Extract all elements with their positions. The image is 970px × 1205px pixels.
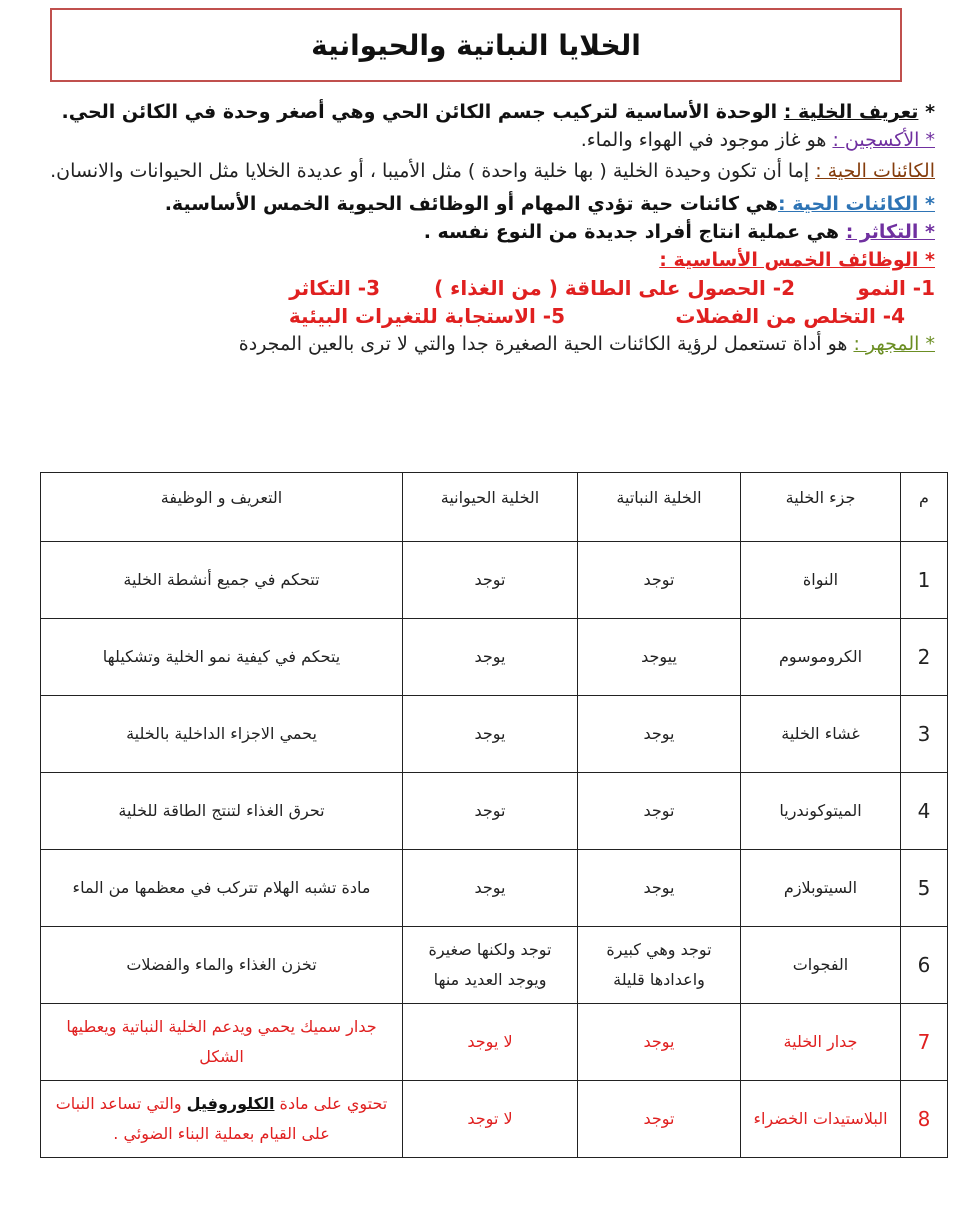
functions-row-1 bbox=[30, 276, 935, 300]
row-animal: توجد bbox=[403, 773, 578, 850]
row-plant: توجد bbox=[578, 542, 741, 619]
row-part: الكروموسوم bbox=[741, 619, 901, 696]
title-box bbox=[50, 8, 902, 82]
function-energy: 2- الحصول على الطاقة ( من الغذاء ) bbox=[434, 276, 795, 300]
table-row bbox=[41, 542, 948, 619]
row-animal: توجد bbox=[403, 542, 578, 619]
row-definition: تحرق الغذاء لتنتج الطاقة للخلية bbox=[41, 773, 403, 850]
row-animal: لا توجد bbox=[403, 1081, 578, 1158]
row-plant: ييوجد bbox=[578, 619, 741, 696]
def-cell-text: الوحدة الأساسية لتركيب جسم الكائن الحي وهي أصغر وحدة في الكائن الحي. bbox=[61, 101, 784, 123]
definition-part-1: تحتوي على مادة bbox=[274, 1094, 388, 1113]
row-animal: يوجد bbox=[403, 619, 578, 696]
def-reproduction-term: * التكاثر : bbox=[845, 221, 935, 243]
function-excretion: 4- التخلص من الفضلات bbox=[675, 304, 905, 328]
row-definition bbox=[41, 1081, 403, 1158]
def-reproduction bbox=[30, 220, 935, 244]
row-num: 8 bbox=[901, 1081, 948, 1158]
row-definition: تخزن الغذاء والماء والفضلات bbox=[41, 927, 403, 1004]
cell-comparison-table bbox=[40, 472, 948, 1158]
def-cell bbox=[30, 100, 935, 124]
table-header-row bbox=[41, 473, 948, 542]
def-microscope-text: هو أداة تستعمل لرؤية الكائنات الحية الصغيرة جدا والتي لا ترى بالعين المجردة bbox=[238, 333, 854, 355]
def-living-text: إما أن تكون وحيدة الخلية ( بها خلية واحدة ) مثل الأميبا ، أو عديدة الخلايا مثل الحيوانات والانسان. bbox=[50, 160, 816, 182]
table-row bbox=[41, 696, 948, 773]
header-num: م bbox=[901, 473, 948, 542]
row-definition: يحمي الاجزاء الداخلية بالخلية bbox=[41, 696, 403, 773]
table-row bbox=[41, 1004, 948, 1081]
def-oxygen bbox=[30, 128, 935, 152]
table-row bbox=[41, 850, 948, 927]
row-definition: مادة تشبه الهلام تتركب في معظمها من الماء bbox=[41, 850, 403, 927]
def-living-term: الكائنات الحية : bbox=[815, 160, 935, 182]
row-definition: يتحكم في كيفية نمو الخلية وتشكيلها bbox=[41, 619, 403, 696]
def-oxygen-text: هو غاز موجود في الهواء والماء. bbox=[580, 129, 833, 151]
row-plant: توجد وهي كبيرة واعدادها قليلة bbox=[578, 927, 741, 1004]
function-growth: 1- النمو bbox=[857, 276, 935, 300]
page-title: الخلايا النباتية والحيوانية bbox=[311, 28, 641, 62]
def-microscope-term: * المجهر : bbox=[853, 333, 935, 355]
row-part: البلاستيدات الخضراء bbox=[741, 1081, 901, 1158]
definition-part-2: والتي تساعد النبات على القيام بعملية البناء الضوئي . bbox=[55, 1094, 330, 1143]
row-num: 1 bbox=[901, 542, 948, 619]
row-part: النواة bbox=[741, 542, 901, 619]
table-row bbox=[41, 619, 948, 696]
def-living2-text: هي كائنات حية تؤدي المهام أو الوظائف الحيوية الخمس الأساسية. bbox=[164, 193, 779, 215]
row-definition: جدار سميك يحمي ويدعم الخلية النباتية ويعطيها الشكل bbox=[41, 1004, 403, 1081]
row-part: جدار الخلية bbox=[741, 1004, 901, 1081]
row-plant: يوجد bbox=[578, 696, 741, 773]
table-row bbox=[41, 773, 948, 850]
def-cell-term: تعريف الخلية : bbox=[783, 101, 919, 123]
row-plant: يوجد bbox=[578, 850, 741, 927]
functions-row-2 bbox=[30, 304, 935, 328]
row-part: غشاء الخلية bbox=[741, 696, 901, 773]
header-definition: التعريف و الوظيفة bbox=[41, 473, 403, 542]
row-plant: توجد bbox=[578, 773, 741, 850]
row-part: الميتوكوندريا bbox=[741, 773, 901, 850]
row-num: 2 bbox=[901, 619, 948, 696]
star-bullet: * bbox=[925, 101, 935, 123]
definitions-section bbox=[30, 100, 935, 360]
header-animal: الخلية الحيوانية bbox=[403, 473, 578, 542]
row-num: 5 bbox=[901, 850, 948, 927]
row-num: 7 bbox=[901, 1004, 948, 1081]
row-animal: توجد ولكنها صغيرة ويوجد العديد منها bbox=[403, 927, 578, 1004]
functions-heading: * الوظائف الخمس الأساسية : bbox=[659, 249, 935, 271]
row-part: الفجوات bbox=[741, 927, 901, 1004]
function-reproduction: 3- التكاثر bbox=[289, 276, 380, 300]
row-num: 6 bbox=[901, 927, 948, 1004]
row-num: 3 bbox=[901, 696, 948, 773]
row-num: 4 bbox=[901, 773, 948, 850]
def-living bbox=[30, 156, 935, 186]
row-plant: توجد bbox=[578, 1081, 741, 1158]
table-row bbox=[41, 1081, 948, 1158]
def-living2-term: * الكائنات الحية : bbox=[778, 193, 935, 215]
table-row bbox=[41, 927, 948, 1004]
def-reproduction-text: هي عملية انتاج أفراد جديدة من النوع نفسه . bbox=[423, 221, 846, 243]
row-plant: يوجد bbox=[578, 1004, 741, 1081]
row-animal: يوجد bbox=[403, 696, 578, 773]
chlorophyll-term: الكلوروفيل bbox=[186, 1094, 275, 1113]
row-animal: يوجد bbox=[403, 850, 578, 927]
def-living2 bbox=[30, 192, 935, 216]
def-oxygen-term: * الأكسجين : bbox=[832, 129, 935, 151]
def-microscope bbox=[30, 332, 935, 356]
header-plant: الخلية النباتية bbox=[578, 473, 741, 542]
header-part: جزء الخلية bbox=[741, 473, 901, 542]
row-animal: لا يوجد bbox=[403, 1004, 578, 1081]
row-definition: تتحكم في جميع أنشطة الخلية bbox=[41, 542, 403, 619]
function-response: 5- الاستجابة للتغيرات البيئية bbox=[288, 304, 565, 328]
row-part: السيتوبلازم bbox=[741, 850, 901, 927]
